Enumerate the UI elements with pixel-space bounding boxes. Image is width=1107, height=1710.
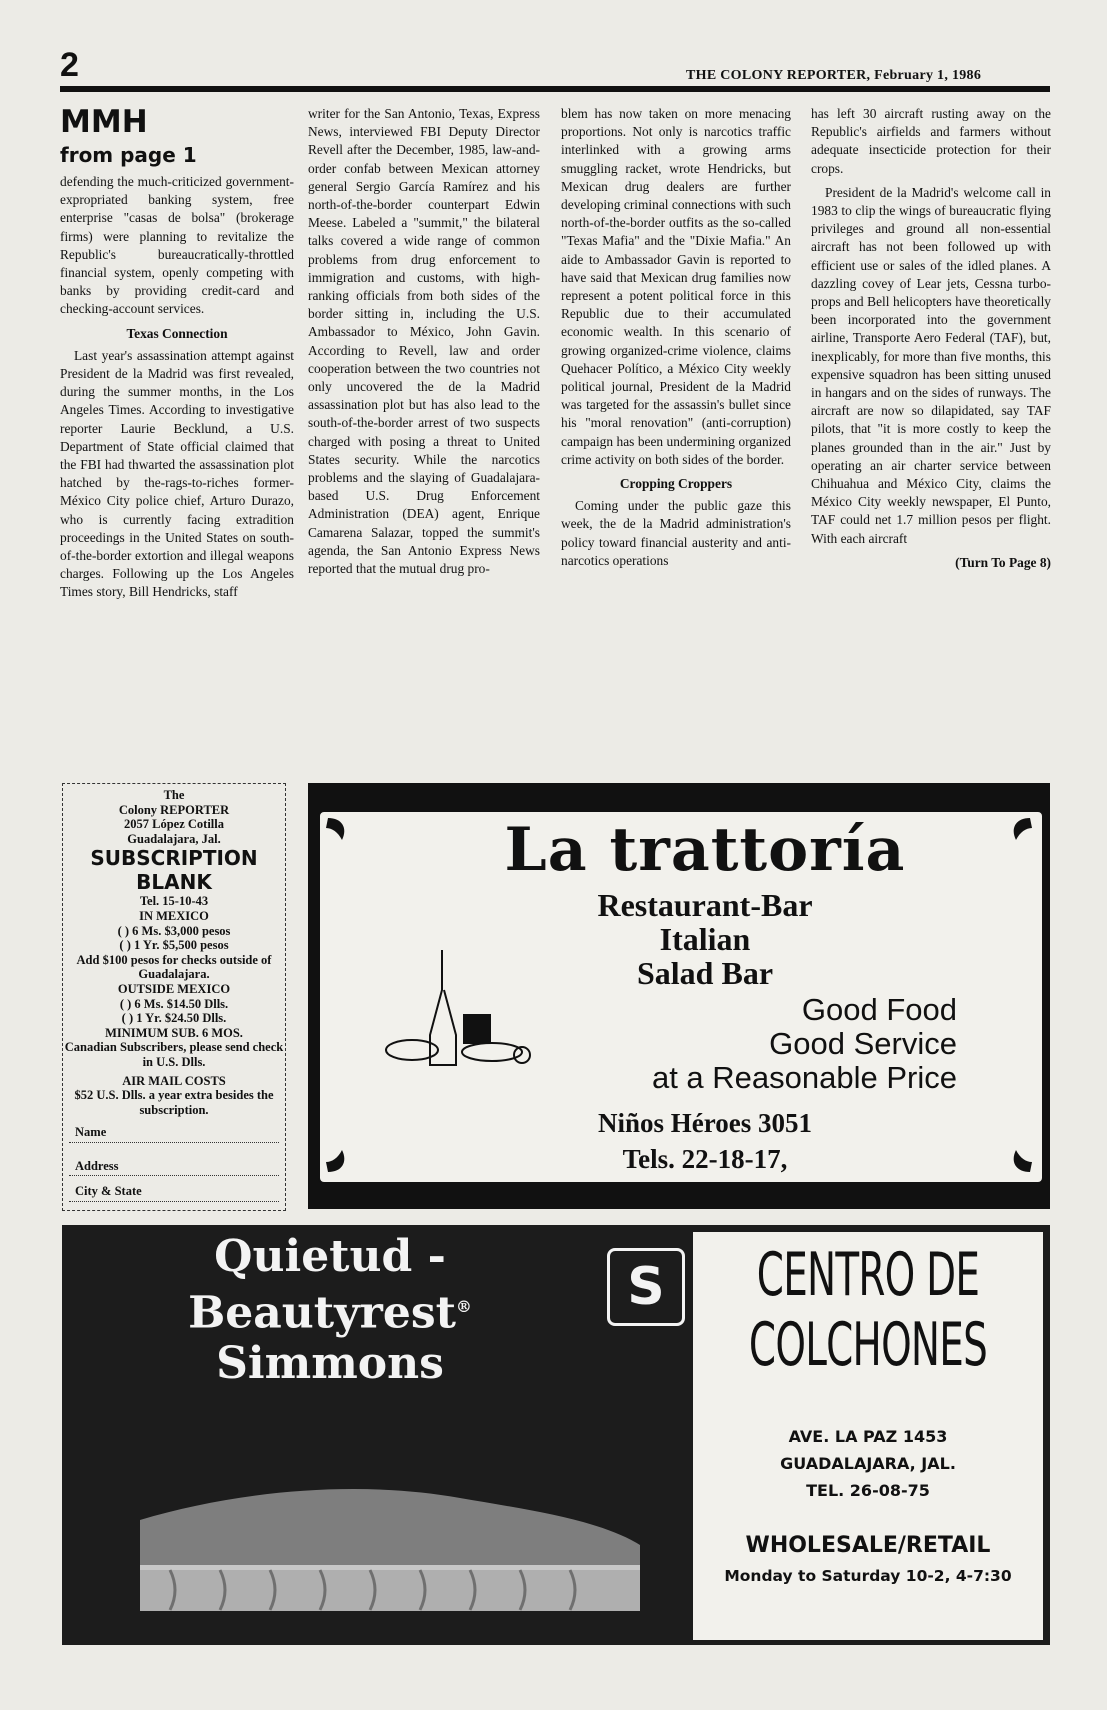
- sub-the: The: [163, 788, 185, 802]
- paragraph: defending the much-criticized government-expropriated banking system, free enterprise "casas de bolsa" (brokerage firms) were planning to revitalize the Republic's bureaucratically-throttled financial system, openly competing with banks by providing credit-card and checking-account services.: [60, 174, 294, 317]
- sub-airmail-note: $52 U.S. Dlls. a year extra besides the subscription.: [74, 1088, 274, 1117]
- continued-jump: (Turn To Page 8): [955, 554, 1051, 570]
- paragraph: blem has now taken on more menacing proportions. Not only is narcotics traffic interlinked with a growing arms smuggling racket, wrote Hendricks, but Mexican drug dealers are further developing criminal connections with such north-of-the-border outfits as the so-called "Texas Mafia" and the "Dixie Mafia." An aide to Ambassador Gavin is reported to have said that Mexican drug families now represent a potent political force in this Republic due to their accumulated economic wealth. In this scenario of growing organized-crime violence, claims Quehacer Político, a México City weekly political journal, President de la Madrid was targeted for the assassin's bullet since his "moral renovation" (anti-corruption) campaign has been undermining organized crime activity on both sides of the border.: [561, 106, 791, 467]
- mattress-brand: [70, 1232, 590, 1389]
- sub-option-6ms-usd[interactable]: ( ) 6 Ms. $14.50 Dlls.: [119, 996, 229, 1011]
- sub-publication: Colony REPORTER: [118, 802, 230, 817]
- sub-field-city[interactable]: City & State: [69, 1184, 279, 1202]
- sub-title-1: SUBSCRIPTION: [90, 846, 258, 871]
- store-name-2: COLCHONES: [748, 1310, 988, 1380]
- header-rule: [60, 86, 1050, 92]
- paragraph: Last year's assassination attempt against President de la Madrid was first revealed, during the summer months, in the Los Angeles Times. According to investigative reporter Laurie Becklund, a U.S. Department of State official claimed that the FBI had thwarted the assassination plot hatched by the-rags-to-riches former-México City police chief, Arturo Durazo, who is currently facing extradition proceedings in the United States on south-of-the-border extortion and illegal weapons charges. Following up the Los Angeles Times story, Bill Hendricks, staff: [60, 347, 294, 600]
- trattoria-tel: Tels. 22-18-17,: [622, 1144, 788, 1174]
- subhead-texas-connection: Texas Connection: [126, 325, 228, 341]
- store-name-1: CENTRO DE: [756, 1240, 980, 1310]
- sub-option-6ms-mx[interactable]: ( ) 6 Ms. $3,000 pesos: [117, 923, 231, 938]
- sub-address-2: Guadalajara, Jal.: [127, 831, 221, 846]
- paragraph: writer for the San Antonio, Texas, Express News, interviewed FBI Deputy Director Revell after the December, 1985, law-and-order confab between Mexican attorney general Sergio García Ramírez and his north-of-the-border counterpart Edwin Meese. Labeled a "summit," the bilateral talks covered a wide range of common problems from drug enforcement to immigration and customs, with high-ranking officials from both sides of the border sitting in, including the U.S. Ambassador to México, John Gavin. According to Revell, law and order cooperation between the two countries not only uncovered the de la Madrid assassination plot but has also lead to the south-of-the-border arrest of two suspects charged with posing a threat to United States security. While the narcotics problems and the slaying of Guadalajara-based U.S. Drug Enforcement Administration (DEA) agent, Enrique Camarena Salazar, topped the summit's agenda, the San Antonio Express News reported that the mutual drug pro-: [308, 106, 540, 577]
- page-number: 2: [60, 46, 79, 84]
- registered-mark: ®: [455, 1297, 472, 1316]
- trattoria-line-1: Restaurant-Bar: [597, 887, 813, 923]
- simmons-logo-icon: S: [607, 1248, 685, 1326]
- paragraph: Coming under the public gaze this week, the de la Madrid administration's policy toward financial austerity and anti-narcotics operations: [561, 498, 791, 568]
- sub-address-1: 2057 López Cotilla: [124, 817, 224, 832]
- sub-canadian: Canadian Subscribers, please send check in U.S. Dlls.: [64, 1040, 284, 1069]
- sub-field-name[interactable]: Name: [69, 1125, 279, 1143]
- trattoria-line-2: Italian: [659, 921, 751, 957]
- store-address-1: AVE. LA PAZ 1453: [788, 1427, 948, 1446]
- article-column-1: [60, 105, 294, 608]
- flourish-icon: [326, 818, 344, 840]
- sub-field-address[interactable]: Address: [69, 1159, 279, 1177]
- paragraph: has left 30 aircraft rusting away on the Republic's airfields and farmers without adequate insecticide protection for their crops.: [811, 106, 1051, 176]
- paragraph: President de la Madrid's welcome call in 1983 to clip the wings of bureaucratic flying privileges and ground all non-essential aircraft has not been followed up with efficient use or sales of the idled planes. A dazzling covey of Lear jets, Cessna turbo-props and Bell helicopters have theoretically been incorporated into the government airline, Transporte Aero Federal (TAF), but, inexplicably, for more than five months, this expensive squadron has been sitting unused in hangars and on the sides of runways. The aircraft are now so dilapidated, say TAF pilots, that "it is more costly to keep the planes grounded than in the air." Just by operating an air charter service between Chihuahua and México City, claims the México City weekly newspaper, El Punto, TAF could net 1.7 million pesos per flight. With each aircraft: [811, 184, 1051, 546]
- sub-airmail: AIR MAIL COSTS: [122, 1073, 226, 1088]
- article-kicker-sub: from page 1: [60, 143, 197, 167]
- trattoria-line-3: Salad Bar: [636, 955, 774, 991]
- article-column-2: [308, 105, 540, 584]
- trattoria-name: La trattoría: [504, 815, 906, 885]
- sub-minimum: MINIMUM SUB. 6 MOS.: [105, 1025, 243, 1040]
- flourish-icon: [1014, 1150, 1032, 1172]
- store-address-2: GUADALAJARA, JAL.: [780, 1454, 956, 1473]
- sub-in-mexico: IN MEXICO: [139, 908, 209, 923]
- subscription-blank: [62, 783, 286, 1211]
- sub-option-1yr-usd[interactable]: ( ) 1 Yr. $24.50 Dlls.: [121, 1011, 227, 1026]
- sub-title-2: BLANK: [136, 870, 212, 895]
- store-hours: Monday to Saturday 10-2, 4-7:30: [724, 1567, 1012, 1585]
- sub-option-1yr-mx[interactable]: ( ) 1 Yr. $5,500 pesos: [119, 938, 229, 953]
- store-tel: TEL. 26-08-75: [806, 1481, 930, 1500]
- trattoria-slogan-3: at a Reasonable Price: [651, 1060, 957, 1095]
- mattress-brand-2: Simmons: [216, 1337, 444, 1389]
- article-column-3: [561, 105, 791, 576]
- masthead: THE COLONY REPORTER, February 1, 1986: [686, 68, 982, 83]
- reclining-figure-on-mattress-icon: [100, 1370, 660, 1620]
- sub-outside: OUTSIDE MEXICO: [117, 981, 231, 996]
- flourish-icon: [1014, 818, 1032, 840]
- trattoria-slogan-1: Good Food: [801, 992, 957, 1027]
- subhead-cropping-croppers: Cropping Croppers: [619, 476, 733, 492]
- trattoria-slogan-2: Good Service: [769, 1026, 957, 1061]
- flourish-icon: [326, 1150, 344, 1172]
- wholesale-retail: WHOLESALE/RETAIL: [745, 1533, 991, 1558]
- article-kicker: MMH: [60, 104, 148, 140]
- article-column-4: [811, 105, 1051, 572]
- sub-add-note: Add $100 pesos for checks outside of Guadalajara.: [76, 952, 272, 982]
- trattoria-address: Niños Héroes 3051: [598, 1108, 812, 1138]
- wine-bottle-food-illustration-icon: [372, 940, 542, 1080]
- sub-tel: Tel. 15-10-43: [139, 894, 209, 909]
- mattress-brand-1: Quietud - Beautyrest: [188, 1231, 456, 1339]
